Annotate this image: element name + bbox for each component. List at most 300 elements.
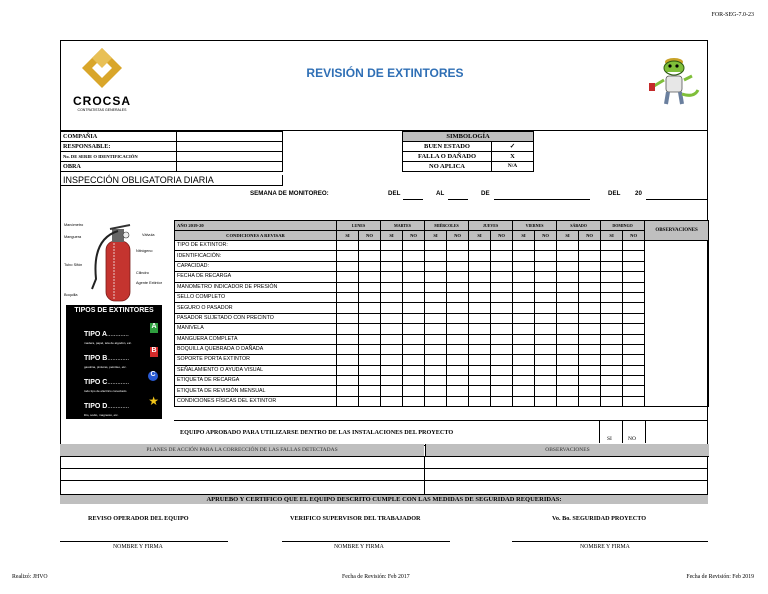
footer-realizo: Realizó: JHVO <box>12 574 48 580</box>
check-cell[interactable] <box>337 272 359 282</box>
check-cell[interactable] <box>513 376 535 386</box>
check-cell[interactable] <box>579 292 601 302</box>
observaciones-header: OBSERVACIONES <box>645 221 709 241</box>
planes-line[interactable] <box>60 468 708 469</box>
check-cell[interactable] <box>469 334 491 344</box>
check-cell[interactable] <box>381 313 403 323</box>
check-cell[interactable] <box>337 324 359 334</box>
check-cell[interactable] <box>447 355 469 365</box>
day-header: VIERNES <box>513 221 557 231</box>
info-table <box>60 131 283 172</box>
planes-right-header: OBSERVACIONES <box>425 444 709 457</box>
check-cell[interactable] <box>557 272 579 282</box>
check-cell[interactable] <box>425 376 447 386</box>
condition-label: IDENTIFICACIÓN: <box>175 251 337 261</box>
check-cell[interactable] <box>337 386 359 396</box>
check-cell[interactable] <box>601 313 623 323</box>
check-cell[interactable] <box>425 292 447 302</box>
check-cell[interactable] <box>535 396 557 406</box>
check-cell[interactable] <box>513 396 535 406</box>
check-cell[interactable] <box>381 386 403 396</box>
check-cell[interactable] <box>557 241 579 251</box>
check-cell[interactable] <box>557 292 579 302</box>
observaciones-cell[interactable] <box>645 241 709 407</box>
check-cell[interactable] <box>623 396 645 406</box>
check-cell[interactable] <box>601 251 623 261</box>
check-cell[interactable] <box>513 386 535 396</box>
check-cell[interactable] <box>425 241 447 251</box>
check-cell[interactable] <box>447 313 469 323</box>
check-cell[interactable] <box>601 355 623 365</box>
check-cell[interactable] <box>579 313 601 323</box>
check-cell[interactable] <box>513 251 535 261</box>
check-cell[interactable] <box>337 241 359 251</box>
check-cell[interactable] <box>623 241 645 251</box>
check-cell[interactable] <box>535 241 557 251</box>
check-cell[interactable] <box>623 292 645 302</box>
check-cell[interactable] <box>491 386 513 396</box>
check-cell[interactable] <box>359 261 381 271</box>
check-cell[interactable] <box>557 334 579 344</box>
tipo-item: TIPO A............. madera, papel, tela de algodón, etc. A <box>84 323 160 345</box>
check-cell[interactable] <box>447 272 469 282</box>
class-c-icon: C <box>148 371 158 381</box>
field-label: RESPONSABLE: <box>61 142 177 152</box>
crocodile-mascot-icon <box>644 50 700 108</box>
check-cell[interactable] <box>337 313 359 323</box>
check-cell[interactable] <box>491 355 513 365</box>
check-cell[interactable] <box>403 324 425 334</box>
check-cell[interactable] <box>557 313 579 323</box>
check-cell[interactable] <box>513 282 535 292</box>
check-cell[interactable] <box>557 324 579 334</box>
del-label: DEL <box>388 190 401 197</box>
check-cell[interactable] <box>623 282 645 292</box>
field-label: COMPAÑIA <box>61 132 177 142</box>
check-cell[interactable] <box>425 365 447 375</box>
check-cell[interactable] <box>513 355 535 365</box>
check-cell[interactable] <box>601 324 623 334</box>
check-cell[interactable] <box>425 303 447 313</box>
check-cell[interactable] <box>403 344 425 354</box>
simbologia-title: SIMBOLOGÍA <box>403 132 534 142</box>
check-cell[interactable] <box>403 251 425 261</box>
class-b-icon: B <box>150 347 158 357</box>
check-cell[interactable] <box>601 241 623 251</box>
de-blank[interactable] <box>494 199 590 200</box>
check-cell[interactable] <box>359 376 381 386</box>
field-value[interactable] <box>177 152 283 162</box>
logo-tagline: CONTRATISTAS GENERALES <box>77 108 127 112</box>
check-cell[interactable] <box>535 313 557 323</box>
planes-line[interactable] <box>60 480 708 481</box>
check-cell[interactable] <box>359 282 381 292</box>
check-cell[interactable] <box>447 292 469 302</box>
check-cell[interactable] <box>337 344 359 354</box>
check-cell[interactable] <box>337 282 359 292</box>
label-tubo-sifon: Tubo Sifón <box>64 263 83 267</box>
check-cell[interactable] <box>403 365 425 375</box>
check-cell[interactable] <box>469 324 491 334</box>
check-cell[interactable] <box>623 376 645 386</box>
check-cell[interactable] <box>359 251 381 261</box>
check-cell[interactable] <box>469 365 491 375</box>
check-cell[interactable] <box>491 324 513 334</box>
check-cell[interactable] <box>601 334 623 344</box>
signature-line[interactable] <box>512 541 708 542</box>
check-cell[interactable] <box>535 386 557 396</box>
check-cell[interactable] <box>535 334 557 344</box>
check-cell[interactable] <box>425 313 447 323</box>
check-cell[interactable] <box>403 261 425 271</box>
check-cell[interactable] <box>601 396 623 406</box>
field-value[interactable] <box>177 162 283 172</box>
check-cell[interactable] <box>513 292 535 302</box>
no-header: NO <box>623 231 645 241</box>
check-cell[interactable] <box>447 344 469 354</box>
check-cell[interactable] <box>381 251 403 261</box>
approved-no-box[interactable] <box>622 421 646 443</box>
field-value[interactable] <box>177 132 283 142</box>
check-cell[interactable] <box>337 355 359 365</box>
check-cell[interactable] <box>381 365 403 375</box>
check-cell[interactable] <box>623 251 645 261</box>
check-cell[interactable] <box>337 292 359 302</box>
check-cell[interactable] <box>469 241 491 251</box>
check-cell[interactable] <box>469 282 491 292</box>
check-cell[interactable] <box>579 282 601 292</box>
check-cell[interactable] <box>623 272 645 282</box>
check-cell[interactable] <box>359 386 381 396</box>
check-cell[interactable] <box>513 241 535 251</box>
tipos-panel <box>66 305 162 419</box>
check-cell[interactable] <box>469 251 491 261</box>
check-cell[interactable] <box>447 365 469 375</box>
check-cell[interactable] <box>425 324 447 334</box>
check-cell[interactable] <box>381 376 403 386</box>
check-cell[interactable] <box>447 376 469 386</box>
check-cell[interactable] <box>535 282 557 292</box>
signature-line[interactable] <box>60 541 228 542</box>
al-label: AL <box>436 190 445 197</box>
check-cell[interactable] <box>623 344 645 354</box>
check-cell[interactable] <box>579 324 601 334</box>
check-cell[interactable] <box>601 272 623 282</box>
check-cell[interactable] <box>381 396 403 406</box>
check-cell[interactable] <box>359 334 381 344</box>
check-cell[interactable] <box>359 396 381 406</box>
check-cell[interactable] <box>557 365 579 375</box>
check-cell[interactable] <box>447 396 469 406</box>
check-cell[interactable] <box>623 355 645 365</box>
check-cell[interactable] <box>381 292 403 302</box>
tipo-item: TIPO B............. gasolina, pinturas, petróleo, etc. B <box>84 347 160 369</box>
check-cell[interactable] <box>491 292 513 302</box>
page-title: REVISIÓN DE EXTINTORES <box>306 66 464 80</box>
approved-si-box[interactable] <box>599 421 622 443</box>
company-logo <box>66 46 138 112</box>
check-cell[interactable] <box>623 313 645 323</box>
symbol-label: BUEN ESTADO <box>403 142 492 152</box>
al-blank[interactable] <box>448 199 468 200</box>
check-cell[interactable] <box>469 303 491 313</box>
check-cell[interactable] <box>623 303 645 313</box>
check-cell[interactable] <box>535 376 557 386</box>
check-cell[interactable] <box>579 365 601 375</box>
check-cell[interactable] <box>403 313 425 323</box>
check-cell[interactable] <box>425 272 447 282</box>
si-header: SI <box>513 231 535 241</box>
check-cell[interactable] <box>337 365 359 375</box>
check-cell[interactable] <box>337 376 359 386</box>
check-cell[interactable] <box>579 272 601 282</box>
check-cell[interactable] <box>359 344 381 354</box>
check-cell[interactable] <box>381 282 403 292</box>
condition-label: SEGURO O PASADOR <box>175 303 337 313</box>
check-cell[interactable] <box>557 261 579 271</box>
conditions-header: CONDICIONES A REVISAR <box>175 231 337 241</box>
table-row <box>175 261 709 271</box>
certifico-bar: APRUEBO Y CERTIFICO QUE EL EQUIPO DESCRITO CUMPLE CON LAS MEDIDAS DE SEGURIDAD REQUERIDAS: <box>60 494 708 504</box>
del-blank[interactable] <box>403 199 423 200</box>
check-icon: ✓ <box>492 142 534 152</box>
check-cell[interactable] <box>491 251 513 261</box>
check-cell[interactable] <box>469 292 491 302</box>
check-cell[interactable] <box>601 344 623 354</box>
day-header: MARTES <box>381 221 425 231</box>
check-cell[interactable] <box>579 251 601 261</box>
check-cell[interactable] <box>579 355 601 365</box>
check-cell[interactable] <box>447 241 469 251</box>
check-cell[interactable] <box>447 324 469 334</box>
check-cell[interactable] <box>579 386 601 396</box>
check-cell[interactable] <box>381 324 403 334</box>
tipo-desc: madera, papel, tela de algodón, etc. <box>84 341 132 345</box>
check-cell[interactable] <box>425 344 447 354</box>
check-cell[interactable] <box>381 355 403 365</box>
check-cell[interactable] <box>469 261 491 271</box>
check-cell[interactable] <box>403 292 425 302</box>
check-cell[interactable] <box>447 303 469 313</box>
check-cell[interactable] <box>513 303 535 313</box>
check-cell[interactable] <box>337 251 359 261</box>
signature-line[interactable] <box>282 541 450 542</box>
check-cell[interactable] <box>601 292 623 302</box>
check-cell[interactable] <box>381 272 403 282</box>
check-cell[interactable] <box>557 386 579 396</box>
year-blank[interactable] <box>646 199 708 200</box>
check-cell[interactable] <box>359 303 381 313</box>
check-cell[interactable] <box>513 272 535 282</box>
check-cell[interactable] <box>447 261 469 271</box>
check-cell[interactable] <box>403 396 425 406</box>
si-header: SI <box>601 231 623 241</box>
check-cell[interactable] <box>513 365 535 375</box>
check-cell[interactable] <box>623 324 645 334</box>
check-cell[interactable] <box>601 261 623 271</box>
check-cell[interactable] <box>513 261 535 271</box>
check-cell[interactable] <box>557 282 579 292</box>
check-cell[interactable] <box>535 365 557 375</box>
check-cell[interactable] <box>513 313 535 323</box>
check-cell[interactable] <box>469 376 491 386</box>
check-cell[interactable] <box>403 303 425 313</box>
check-cell[interactable] <box>359 365 381 375</box>
check-cell[interactable] <box>557 355 579 365</box>
signature-role: REVISO OPERADOR DEL EQUIPO <box>88 515 189 522</box>
check-cell[interactable] <box>337 396 359 406</box>
check-cell[interactable] <box>535 344 557 354</box>
tipos-title: TIPOS DE EXTINTORES <box>74 307 154 314</box>
check-cell[interactable] <box>359 272 381 282</box>
label-agente-extintor: Agente Extintor <box>136 281 162 285</box>
check-cell[interactable] <box>535 292 557 302</box>
check-cell[interactable] <box>491 303 513 313</box>
signature-role: Vo. Bo. SEGURIDAD PROYECTO <box>552 515 647 522</box>
check-cell[interactable] <box>359 313 381 323</box>
na-symbol: N/A <box>492 162 534 172</box>
check-cell[interactable] <box>557 251 579 261</box>
table-row <box>175 324 709 334</box>
day-header: DOMINGO <box>601 221 645 231</box>
table-row <box>175 355 709 365</box>
check-cell[interactable] <box>601 376 623 386</box>
check-cell[interactable] <box>359 324 381 334</box>
check-cell[interactable] <box>557 344 579 354</box>
check-cell[interactable] <box>491 344 513 354</box>
check-cell[interactable] <box>337 334 359 344</box>
check-cell[interactable] <box>381 241 403 251</box>
year-label: AÑO 2019-20 <box>175 221 337 231</box>
check-cell[interactable] <box>557 303 579 313</box>
check-cell[interactable] <box>381 261 403 271</box>
check-cell[interactable] <box>513 344 535 354</box>
check-cell[interactable] <box>513 334 535 344</box>
check-cell[interactable] <box>381 303 403 313</box>
check-cell[interactable] <box>381 334 403 344</box>
check-cell[interactable] <box>403 334 425 344</box>
planes-section <box>60 444 708 494</box>
check-cell[interactable] <box>557 396 579 406</box>
condition-label: CONDICIONES FÍSICAS DEL EXTINTOR <box>175 396 337 406</box>
day-header: MIÉRCOLES <box>425 221 469 231</box>
table-row <box>175 251 709 261</box>
field-label: OBRA <box>61 162 177 172</box>
check-cell[interactable] <box>447 386 469 396</box>
check-cell[interactable] <box>601 303 623 313</box>
check-cell[interactable] <box>535 272 557 282</box>
check-cell[interactable] <box>447 282 469 292</box>
check-cell[interactable] <box>535 261 557 271</box>
check-cell[interactable] <box>491 365 513 375</box>
no-header: NO <box>403 231 425 241</box>
check-cell[interactable] <box>469 355 491 365</box>
si-header: SI <box>381 231 403 241</box>
check-cell[interactable] <box>601 282 623 292</box>
check-cell[interactable] <box>601 365 623 375</box>
check-cell[interactable] <box>403 355 425 365</box>
check-cell[interactable] <box>403 386 425 396</box>
check-cell[interactable] <box>469 396 491 406</box>
check-cell[interactable] <box>579 344 601 354</box>
check-cell[interactable] <box>491 376 513 386</box>
check-cell[interactable] <box>623 386 645 396</box>
condition-label: SEÑALAMIENTO O AYUDA VISUAL <box>175 365 337 375</box>
check-cell[interactable] <box>491 272 513 282</box>
check-cell[interactable] <box>579 376 601 386</box>
planes-divider <box>424 456 425 494</box>
check-cell[interactable] <box>491 282 513 292</box>
class-a-icon: A <box>150 323 158 333</box>
check-cell[interactable] <box>469 386 491 396</box>
check-cell[interactable] <box>579 303 601 313</box>
check-cell[interactable] <box>403 282 425 292</box>
check-cell[interactable] <box>447 334 469 344</box>
check-cell[interactable] <box>425 334 447 344</box>
check-cell[interactable] <box>579 396 601 406</box>
check-cell[interactable] <box>491 396 513 406</box>
check-cell[interactable] <box>557 376 579 386</box>
check-cell[interactable] <box>403 376 425 386</box>
check-cell[interactable] <box>359 355 381 365</box>
check-cell[interactable] <box>469 344 491 354</box>
check-cell[interactable] <box>491 261 513 271</box>
field-value[interactable] <box>177 142 283 152</box>
check-cell[interactable] <box>535 324 557 334</box>
check-cell[interactable] <box>425 282 447 292</box>
week-label: SEMANA DE MONITOREO: <box>250 190 329 197</box>
check-cell[interactable] <box>579 241 601 251</box>
check-cell[interactable] <box>359 292 381 302</box>
del2-label: DEL <box>608 190 621 197</box>
check-cell[interactable] <box>425 396 447 406</box>
check-cell[interactable] <box>601 386 623 396</box>
check-cell[interactable] <box>513 324 535 334</box>
check-cell[interactable] <box>425 386 447 396</box>
check-cell[interactable] <box>579 334 601 344</box>
check-cell[interactable] <box>535 303 557 313</box>
check-cell[interactable] <box>469 272 491 282</box>
check-cell[interactable] <box>447 251 469 261</box>
check-cell[interactable] <box>337 303 359 313</box>
table-row <box>175 376 709 386</box>
condition-label: MANIVELA <box>175 324 337 334</box>
check-cell[interactable] <box>337 261 359 271</box>
check-cell[interactable] <box>535 251 557 261</box>
check-cell[interactable] <box>623 334 645 344</box>
check-cell[interactable] <box>579 261 601 271</box>
check-cell[interactable] <box>491 241 513 251</box>
no-header: NO <box>535 231 557 241</box>
tipo-item: TIPO C............. todo tipo de eléctrico conectado C <box>84 371 160 393</box>
check-cell[interactable] <box>535 355 557 365</box>
check-cell[interactable] <box>381 344 403 354</box>
check-cell[interactable] <box>469 313 491 323</box>
check-cell[interactable] <box>623 365 645 375</box>
check-cell[interactable] <box>403 241 425 251</box>
check-cell[interactable] <box>425 355 447 365</box>
document-code: FOR-SEG-7.0-23 <box>711 12 754 18</box>
check-cell[interactable] <box>425 261 447 271</box>
check-cell[interactable] <box>359 241 381 251</box>
check-cell[interactable] <box>623 261 645 271</box>
condition-label: MANOMETRO INDICADOR DE PRESIÓN <box>175 282 337 292</box>
check-cell[interactable] <box>425 251 447 261</box>
condition-label: ETIQUETA DE RECARGA <box>175 376 337 386</box>
check-cell[interactable] <box>491 313 513 323</box>
check-cell[interactable] <box>403 272 425 282</box>
check-cell[interactable] <box>491 334 513 344</box>
